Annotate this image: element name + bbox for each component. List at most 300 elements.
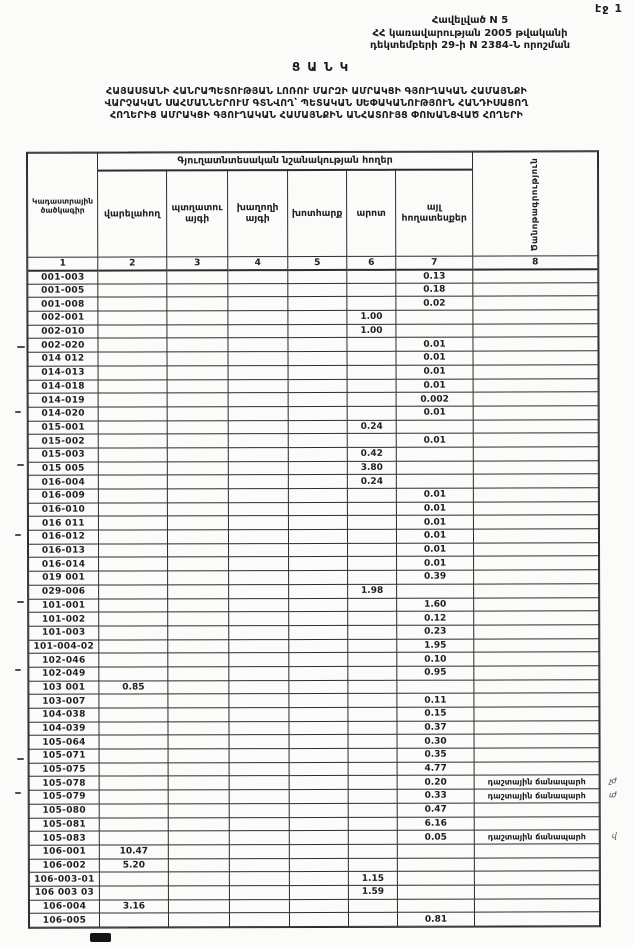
cell-hayfield — [289, 790, 348, 804]
cell-vineyard — [229, 598, 289, 612]
cell-hayfield — [289, 625, 348, 639]
cell-vineyard — [229, 803, 289, 817]
cell-orchard — [167, 475, 228, 489]
column-index: 6 — [347, 256, 396, 269]
land-parcels-table — [27, 151, 616, 927]
cell-hayfield — [289, 707, 348, 721]
cell-orchard — [168, 735, 229, 749]
cell-vineyard — [228, 434, 288, 448]
cell-vineyard — [229, 625, 289, 639]
cell-remark — [474, 898, 599, 912]
cell-orchard — [168, 817, 229, 831]
cell-remark — [473, 282, 598, 296]
scan-artifact — [15, 411, 21, 413]
cell-other-lands: 0.002 — [396, 392, 473, 406]
cell-cadastral-code: 015-001 — [28, 421, 98, 435]
cell-pasture: 1.15 — [348, 872, 397, 886]
cell-vineyard — [228, 420, 288, 434]
cell-cadastral-code: 002-020 — [28, 339, 98, 353]
cell-remark — [474, 734, 599, 748]
cell-pasture — [348, 625, 397, 639]
cell-vineyard — [229, 612, 289, 626]
cell-remark — [474, 720, 599, 734]
cell-remark — [474, 679, 599, 693]
cell-orchard — [168, 721, 229, 735]
appendix-reference — [320, 15, 620, 53]
cell-pasture — [347, 488, 396, 502]
cell-remark — [473, 419, 598, 433]
cell-vineyard — [228, 283, 288, 297]
cell-hayfield — [289, 831, 348, 845]
cell-arable — [99, 817, 168, 831]
cell-orchard — [168, 571, 229, 585]
cell-cadastral-code: 106-004 — [29, 900, 99, 914]
cell-vineyard — [229, 913, 289, 927]
cell-arable — [99, 804, 168, 818]
table-row — [29, 803, 599, 818]
cell-arable — [99, 872, 168, 886]
cell-vineyard — [228, 352, 288, 366]
table-row — [28, 378, 598, 393]
table-row — [28, 269, 598, 284]
table-row — [28, 324, 598, 339]
cell-pasture: 1.59 — [348, 885, 397, 899]
cell-vineyard — [228, 516, 288, 530]
cell-pasture — [348, 748, 397, 762]
cell-orchard — [168, 612, 229, 626]
cell-hayfield — [288, 488, 347, 502]
cell-hayfield — [288, 310, 347, 324]
cell-orchard — [168, 557, 229, 571]
cell-vineyard — [228, 502, 288, 516]
cell-arable — [99, 790, 168, 804]
cell-vineyard — [228, 365, 288, 379]
cell-arable — [98, 448, 167, 462]
cell-orchard — [167, 270, 228, 284]
table-row — [28, 419, 598, 434]
cell-pasture — [348, 844, 397, 858]
cell-other-lands: 0.10 — [397, 652, 474, 666]
cell-remark — [474, 816, 599, 830]
table-row — [29, 762, 599, 777]
cell-arable — [99, 544, 168, 558]
cell-cadastral-code: 016-009 — [28, 489, 98, 503]
cell-remark — [474, 584, 599, 598]
cell-hayfield — [289, 584, 348, 598]
cell-orchard — [168, 680, 229, 694]
table-row — [29, 570, 599, 585]
cell-vineyard — [228, 311, 288, 325]
cell-remark — [474, 762, 599, 776]
cell-pasture — [348, 776, 397, 790]
cell-vineyard — [228, 406, 288, 420]
cell-arable — [99, 763, 168, 777]
cell-pasture — [347, 529, 396, 543]
cell-vineyard — [229, 639, 289, 653]
column-header-cadastral-code: Կադաստրային ծածկագիր — [27, 153, 97, 257]
cell-hayfield — [289, 872, 348, 886]
cell-cadastral-code: 015 005 — [28, 462, 98, 476]
cell-arable — [98, 434, 167, 448]
cell-pasture — [348, 598, 397, 612]
cell-arable — [99, 735, 168, 749]
cell-hayfield — [289, 803, 348, 817]
column-header-orchard: պտղատու այգի — [167, 170, 228, 257]
table-row — [29, 652, 599, 667]
subtitle-line: ՀԱՅԱՍՏԱՆԻ ՀԱՆՐԱՊԵՏՈՒԹՅԱՆ ԼՈՌՈՒ ՄԱՐԶԻ ԱՄՐԱԿՑԻ ԳՅՈՒՂԱԿԱՆ ՀԱՄԱՅՆՔԻ — [106, 86, 527, 97]
cell-other-lands: 0.37 — [397, 721, 474, 735]
cell-pasture — [348, 899, 397, 913]
table-row — [29, 857, 599, 872]
cell-remark — [474, 912, 599, 926]
cell-orchard — [167, 502, 228, 516]
cell-other-lands — [397, 899, 474, 913]
cell-other-lands: 0.05 — [397, 830, 474, 844]
cell-pasture: 1.00 — [347, 324, 396, 338]
cell-hayfield — [288, 502, 347, 516]
cell-cadastral-code: 104-039 — [29, 722, 99, 736]
cell-other-lands: 0.01 — [396, 365, 473, 379]
cell-arable — [98, 420, 167, 434]
cell-orchard — [167, 393, 228, 407]
cell-orchard — [168, 585, 229, 599]
cell-other-lands: 0.95 — [397, 666, 474, 680]
cell-other-lands: 1.95 — [397, 639, 474, 653]
cell-cadastral-code: 016 011 — [28, 516, 98, 530]
cell-remark — [473, 474, 598, 488]
cell-cadastral-code: 029-006 — [29, 585, 99, 599]
table-row — [28, 474, 598, 489]
cell-cadastral-code: 105-078 — [29, 776, 99, 790]
cell-remark — [474, 707, 599, 721]
cell-vineyard — [229, 708, 289, 722]
cell-other-lands: 0.01 — [396, 529, 473, 543]
cell-cadastral-code: 105-080 — [29, 804, 99, 818]
cell-hayfield — [288, 529, 347, 543]
cell-pasture — [348, 830, 397, 844]
cell-cadastral-code: 019 001 — [29, 571, 99, 585]
cell-pasture — [348, 707, 397, 721]
cell-arable — [99, 667, 168, 681]
cell-remark — [473, 351, 598, 365]
cell-vineyard — [228, 270, 288, 284]
cell-remark — [474, 652, 599, 666]
cell-hayfield — [289, 612, 348, 626]
cell-vineyard — [229, 721, 289, 735]
cell-other-lands: 0.01 — [396, 515, 473, 529]
table-row — [28, 501, 598, 516]
cell-vineyard — [229, 831, 289, 845]
table-row — [29, 775, 599, 790]
subtitle-line: ՀՈՂԵՐԻՑ ԱՄՐԱԿՑԻ ԳՅՈՒՂԱԿԱՆ ՀԱՄԱՅՆՔԻՆ ԱՆՀԱՏՈՒՅՑ ՓՈԽԱՆՑՎԱԾ ՀՈՂԵՐԻ — [110, 110, 523, 121]
column-header-remarks — [473, 152, 598, 256]
cell-pasture — [347, 338, 396, 352]
cell-cadastral-code: 101-001 — [29, 599, 99, 613]
cell-vineyard — [229, 653, 289, 667]
table-row — [29, 816, 599, 831]
cell-hayfield — [289, 571, 348, 585]
cell-pasture — [348, 666, 397, 680]
cell-pasture: 1.98 — [348, 584, 397, 598]
cell-arable — [99, 653, 168, 667]
cell-vineyard — [229, 667, 289, 681]
cell-remark: դաշտային ճանապարհ ւժ — [474, 789, 599, 803]
column-index: 8 — [473, 256, 598, 269]
table-row — [28, 282, 598, 297]
column-index: 1 — [28, 257, 98, 270]
table-row — [29, 748, 599, 763]
cell-arable — [99, 571, 168, 585]
table-row — [28, 406, 598, 421]
cell-orchard — [167, 297, 228, 311]
cell-hayfield — [289, 557, 348, 571]
cell-orchard — [167, 516, 228, 530]
cell-hayfield — [288, 365, 347, 379]
cell-other-lands — [397, 885, 474, 899]
table-row — [29, 611, 599, 626]
cell-hayfield — [289, 721, 348, 735]
cell-pasture — [348, 762, 397, 776]
cell-remark — [474, 885, 599, 899]
cell-vineyard — [229, 899, 289, 913]
cell-cadastral-code: 014-018 — [28, 380, 98, 394]
cell-other-lands: 0.12 — [397, 611, 474, 625]
cell-cadastral-code: 016-004 — [28, 475, 98, 489]
cell-other-lands: 0.35 — [397, 748, 474, 762]
cell-orchard — [167, 407, 228, 421]
cell-vineyard — [229, 557, 289, 571]
table-row — [28, 351, 598, 366]
cell-arable — [98, 284, 167, 298]
cell-other-lands — [396, 324, 473, 338]
cell-other-lands: 0.20 — [397, 776, 474, 790]
cell-remark — [473, 365, 598, 379]
cell-orchard — [167, 461, 228, 475]
table-row — [29, 885, 599, 900]
column-header-arable: վարելահող — [98, 170, 167, 257]
scan-artifact — [90, 933, 111, 942]
cell-arable — [98, 530, 167, 544]
column-index: 4 — [228, 257, 288, 270]
cell-vineyard — [229, 886, 289, 900]
cell-pasture — [347, 283, 396, 297]
cell-hayfield — [289, 598, 348, 612]
cell-hayfield — [289, 748, 348, 762]
cell-hayfield — [289, 666, 348, 680]
cell-vineyard — [229, 776, 289, 790]
table-row — [28, 433, 598, 448]
cell-arable: 0.85 — [99, 681, 168, 695]
cell-hayfield — [288, 283, 347, 297]
cell-hayfield — [288, 338, 347, 352]
cell-arable — [99, 776, 168, 790]
cell-remark — [473, 447, 598, 461]
cell-cadastral-code: 106-005 — [29, 913, 99, 927]
page-number: էջ 1 — [595, 2, 623, 15]
cell-other-lands: 0.01 — [396, 488, 473, 502]
cell-remark — [473, 378, 598, 392]
table-row — [29, 720, 599, 735]
cell-orchard — [168, 886, 229, 900]
cell-pasture — [348, 913, 397, 927]
cell-cadastral-code: 015-002 — [28, 434, 98, 448]
cell-other-lands: 0.81 — [397, 912, 474, 926]
remarks-header-vertical-text: Ծանոթագրություն — [530, 157, 541, 251]
cell-hayfield — [288, 324, 347, 338]
cell-other-lands: 1.60 — [397, 598, 474, 612]
cell-vineyard — [228, 338, 288, 352]
cell-orchard — [167, 448, 228, 462]
cell-remark — [473, 310, 598, 324]
cell-orchard — [168, 804, 229, 818]
cell-arable — [98, 407, 167, 421]
cell-arable — [98, 297, 167, 311]
cell-orchard — [168, 776, 229, 790]
table-row — [29, 734, 599, 749]
cell-other-lands: 0.02 — [396, 296, 473, 310]
cell-arable — [98, 338, 167, 352]
cell-remark — [474, 597, 599, 611]
cell-other-lands: 0.11 — [397, 693, 474, 707]
cell-cadastral-code: 016-014 — [29, 558, 99, 572]
cell-vineyard — [229, 872, 289, 886]
cell-cadastral-code: 106 003 03 — [29, 886, 99, 900]
table-row — [29, 543, 599, 558]
table-row — [28, 488, 598, 503]
cell-pasture — [348, 570, 397, 584]
cell-cadastral-code: 102-049 — [29, 667, 99, 681]
cell-arable — [98, 379, 167, 393]
table-row — [28, 529, 598, 544]
column-index: 3 — [167, 257, 228, 270]
cell-other-lands — [397, 858, 474, 872]
cell-orchard — [168, 831, 229, 845]
cell-other-lands — [397, 871, 474, 885]
cell-pasture: 0.24 — [347, 475, 396, 489]
cell-other-lands: 0.01 — [396, 406, 473, 420]
cell-orchard — [167, 420, 228, 434]
table-row — [29, 666, 599, 681]
handwritten-mark: վ — [611, 831, 616, 841]
cell-other-lands: 0.23 — [397, 625, 474, 639]
appendix-line: ՀՀ կառավարության 2005 թվականի — [372, 27, 568, 39]
cell-remark — [474, 871, 599, 885]
scan-artifact — [17, 346, 25, 348]
cell-hayfield — [289, 762, 348, 776]
cell-pasture — [348, 543, 397, 557]
cell-cadastral-code: 016-010 — [28, 503, 98, 517]
cell-hayfield — [288, 420, 347, 434]
table-row — [29, 898, 599, 913]
cell-remark — [473, 337, 598, 351]
cell-cadastral-code: 001-005 — [28, 284, 98, 298]
cell-pasture: 0.24 — [347, 420, 396, 434]
cell-hayfield — [288, 406, 347, 420]
cell-vineyard — [229, 571, 289, 585]
cell-other-lands: 0.01 — [396, 351, 473, 365]
cell-arable — [99, 585, 168, 599]
cell-orchard — [168, 913, 229, 927]
cell-pasture — [348, 680, 397, 694]
cell-arable — [99, 694, 168, 708]
column-header-other-lands: այլ հողատեսքեր — [396, 169, 473, 256]
cell-arable — [98, 503, 167, 517]
cell-cadastral-code: 016-012 — [28, 530, 98, 544]
cell-vineyard — [228, 530, 288, 544]
cell-pasture — [348, 694, 397, 708]
cell-hayfield — [288, 297, 347, 311]
cell-cadastral-code: 101-004-02 — [29, 640, 99, 654]
cell-remark — [474, 638, 599, 652]
cell-pasture — [347, 434, 396, 448]
cell-orchard — [167, 338, 228, 352]
scan-artifact — [15, 792, 21, 794]
cell-pasture — [348, 639, 397, 653]
cell-orchard — [168, 708, 229, 722]
cell-arable — [99, 913, 168, 927]
cell-vineyard — [229, 694, 289, 708]
column-header-hayfield: խոտհարք — [288, 169, 347, 256]
cell-arable — [99, 886, 168, 900]
table-row — [29, 789, 599, 804]
cell-arable: 5.20 — [99, 858, 168, 872]
appendix-line: դեկտեմբերի 29-ի N 2384-Ն որոշման — [369, 40, 571, 51]
cell-arable — [99, 626, 168, 640]
handwritten-mark: չժ — [609, 776, 616, 786]
cell-vineyard — [229, 543, 289, 557]
cell-cadastral-code: 105-071 — [29, 749, 99, 763]
cell-vineyard — [229, 844, 289, 858]
cell-other-lands: 4.77 — [397, 762, 474, 776]
cell-arable — [98, 489, 167, 503]
cell-pasture — [347, 406, 396, 420]
cell-orchard — [168, 858, 229, 872]
cell-hayfield — [288, 516, 347, 530]
cell-remark: դաշտային ճանապարհ չժ — [474, 775, 599, 789]
cell-other-lands — [396, 447, 473, 461]
document-title: ՑԱՆԿ — [291, 60, 356, 74]
cell-other-lands: 0.01 — [396, 338, 473, 352]
cell-arable: 3.16 — [99, 900, 168, 914]
table-row — [28, 310, 598, 325]
cell-remark — [474, 611, 599, 625]
table-row — [29, 625, 599, 640]
cell-cadastral-code: 014 012 — [28, 352, 98, 366]
cell-vineyard — [229, 680, 289, 694]
cell-other-lands: 6.16 — [397, 817, 474, 831]
cell-vineyard — [229, 749, 289, 763]
cell-orchard — [168, 790, 229, 804]
cell-other-lands: 0.47 — [397, 803, 474, 817]
cell-cadastral-code: 105-064 — [29, 735, 99, 749]
cell-hayfield — [288, 269, 347, 283]
cell-orchard — [167, 311, 228, 325]
cell-remark — [473, 296, 598, 310]
cell-vineyard — [228, 324, 288, 338]
cell-other-lands: 0.01 — [397, 543, 474, 557]
cell-cadastral-code: 105-079 — [29, 790, 99, 804]
cell-arable — [99, 708, 168, 722]
cell-orchard — [167, 366, 228, 380]
cell-other-lands: 0.15 — [397, 707, 474, 721]
cell-remark — [474, 844, 599, 858]
cell-remark — [474, 693, 599, 707]
cell-cadastral-code: 105-081 — [29, 818, 99, 832]
cell-hayfield — [289, 844, 348, 858]
column-header-pasture: արոտ — [347, 169, 396, 256]
cell-pasture — [348, 735, 397, 749]
cell-arable — [99, 722, 168, 736]
